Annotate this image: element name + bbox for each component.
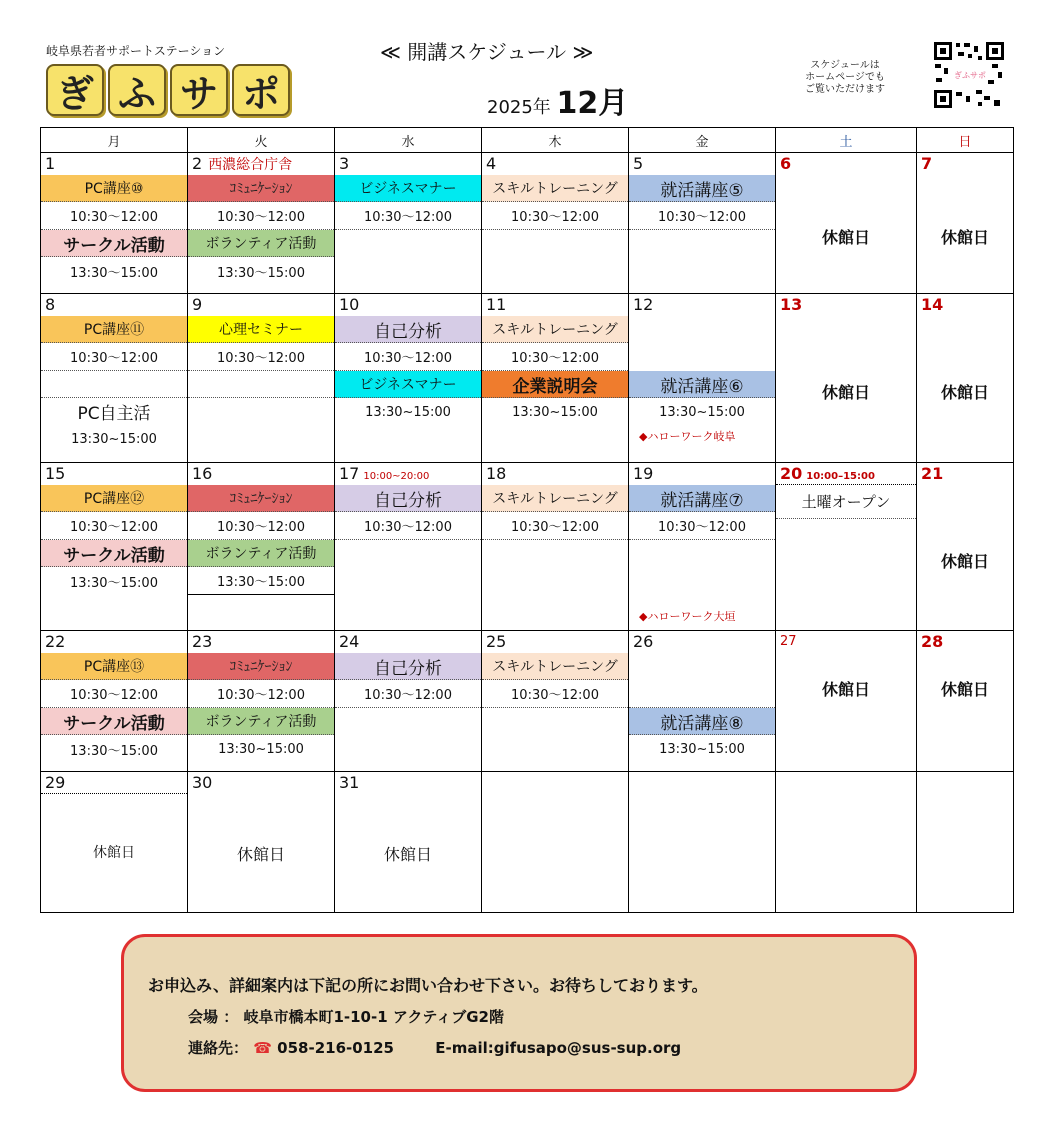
weekday-sat: 土 (776, 128, 917, 153)
event-time: 13:30~15:00 (71, 431, 157, 447)
event-job-course: 就活講座⑥ (629, 371, 775, 398)
day-note: 10:00~20:00 (363, 471, 430, 482)
day-cell (335, 772, 482, 913)
event-volunteer: ボランティア活動 (188, 540, 334, 567)
week-row (41, 772, 1014, 913)
day-number: 22 (45, 632, 66, 651)
logo-char: サ (170, 64, 228, 116)
event-skill-training: スキルトレーニング (482, 175, 628, 202)
day-cell (335, 463, 482, 631)
weekday-mon: 月 (41, 128, 188, 153)
month-label: 12月 (556, 86, 629, 121)
logo-char: ぎ (46, 64, 104, 116)
event-time: 10:30～12:00 (188, 202, 334, 230)
day-number: 9 (192, 295, 203, 314)
event-communication: ｺﾐｭﾆｹｰｼｮﾝ (188, 485, 334, 512)
closed-label: 休館日 (940, 680, 989, 699)
event-business-manner: ビジネスマナー (335, 175, 481, 202)
event-time: 10:30～12:00 (482, 343, 628, 371)
day-number-text: 20 (780, 464, 803, 483)
day-number-text: 17 (339, 464, 360, 483)
event-circle: サークル活動 (41, 708, 187, 735)
day-number: 21 (921, 464, 944, 483)
hp-note-line: ホームページでも (805, 72, 885, 83)
gifusapo-logo (46, 64, 290, 116)
day-cell (776, 631, 917, 772)
event-pc-course: PC講座⑫ (41, 485, 187, 512)
event-company-briefing: 企業説明会 (482, 371, 628, 398)
contact-info-box (121, 934, 917, 1092)
event-pc-course: PC講座⑪ (41, 316, 187, 343)
inquiry-text: お申込み、詳細案内は下記の所にお問い合わせ下さい。お待ちしております。 (148, 976, 708, 995)
day-cell (41, 463, 188, 631)
event-business-manner: ビジネスマナー (335, 371, 481, 398)
day-number: 29 (41, 772, 187, 794)
event-communication: ｺﾐｭﾆｹｰｼｮﾝ (188, 175, 334, 202)
event-time: 10:30～12:00 (335, 343, 481, 371)
day-number: 14 (921, 295, 944, 314)
event-time: 13:30~15:00 (365, 404, 451, 420)
day-number: 23 (192, 632, 213, 651)
day-cell (629, 153, 776, 294)
event-saturday-open: 土曜オープン (776, 485, 916, 519)
event-job-course: 就活講座⑤ (629, 175, 775, 202)
day-number: 16 (192, 464, 213, 483)
day-cell (629, 463, 776, 631)
day-cell (41, 294, 188, 463)
blank-slot (629, 680, 775, 708)
day-cell (917, 463, 1014, 631)
event-time: 10:30～12:00 (629, 512, 775, 540)
event-pc-course: PC講座⑬ (41, 653, 187, 680)
day-cell (335, 153, 482, 294)
closed-label: 休館日 (236, 845, 285, 864)
event-time: 13:30~15:00 (218, 741, 304, 757)
day-number: 4 (486, 154, 497, 173)
event-skill-training: スキルトレーニング (482, 653, 628, 680)
email-address[interactable]: E-mail:gifusapo@sus-sup.org (435, 1039, 682, 1057)
event-volunteer: ボランティア活動 (188, 230, 334, 257)
day-cell (335, 294, 482, 463)
event-time: 10:30～12:00 (482, 202, 628, 230)
blank-slot (41, 371, 187, 398)
event-psychology-seminar: 心理セミナー (188, 316, 334, 343)
closed-label: 休館日 (383, 845, 432, 864)
event-time: 10:30～12:00 (188, 343, 334, 371)
homepage-note (790, 60, 900, 96)
day-number-text: 2 (192, 154, 203, 173)
day-cell-empty (482, 772, 629, 913)
event-pc-course: PC講座⑩ (41, 175, 187, 202)
closed-label: 休館日 (940, 383, 989, 402)
event-time: 10:30～12:00 (41, 343, 187, 371)
week-row (41, 631, 1014, 772)
day-cell-empty (776, 772, 917, 913)
logo-char: ポ (232, 64, 290, 116)
weekday-wed: 水 (335, 128, 482, 153)
event-time: 10:30～12:00 (335, 680, 481, 708)
hp-note-line: ご覧いただけます (805, 84, 885, 95)
day-cell (482, 463, 629, 631)
event-skill-training: スキルトレーニング (482, 316, 628, 343)
contact-label: 連絡先： (188, 1039, 249, 1057)
day-cell-empty (917, 772, 1014, 913)
closed-label: 休館日 (821, 228, 870, 247)
day-number: 27 (780, 634, 797, 649)
day-number: 11 (486, 295, 507, 314)
event-time: 10:30～12:00 (188, 680, 334, 708)
event-time: 13:30～15:00 (70, 743, 158, 759)
event-time: 10:30～12:00 (41, 680, 187, 708)
weekday-sun: 日 (917, 128, 1014, 153)
blank-slot (629, 343, 775, 371)
event-time: 10:30～12:00 (41, 512, 187, 540)
day-number (335, 463, 481, 485)
phone-icon: ☎ (253, 1039, 272, 1057)
day-number: 19 (633, 464, 654, 483)
week-row (41, 153, 1014, 294)
schedule-calendar (40, 127, 1014, 913)
day-number: 18 (486, 464, 507, 483)
org-name: 岐阜県若者サポートステーション (46, 44, 226, 58)
event-communication: ｺﾐｭﾆｹｰｼｮﾝ (188, 653, 334, 680)
event-job-course: 就活講座⑦ (629, 485, 775, 512)
day-number: 12 (633, 295, 654, 314)
week-row (41, 463, 1014, 631)
closed-label: 休館日 (940, 228, 989, 247)
day-cell (188, 772, 335, 913)
day-number (188, 153, 334, 175)
day-cell (917, 631, 1014, 772)
day-cell (41, 772, 188, 913)
event-job-course: 就活講座⑧ (629, 708, 775, 735)
day-cell (776, 463, 917, 631)
day-cell (482, 153, 629, 294)
day-cell (188, 153, 335, 294)
event-pc-self-study: PC自主活 (77, 404, 151, 424)
closed-label: 休館日 (821, 680, 870, 699)
blank-slot (188, 371, 334, 398)
event-time: 10:30～12:00 (335, 202, 481, 230)
day-number: 28 (921, 632, 944, 651)
logo-char: ふ (108, 64, 166, 116)
day-cell (917, 153, 1014, 294)
event-time: 10:30～12:00 (41, 202, 187, 230)
hellowork-gifu-label: ◆ハローワーク岐阜 (639, 430, 736, 443)
event-time: 13:30~15:00 (659, 741, 745, 757)
day-number: 5 (633, 154, 644, 173)
blank-slot (629, 653, 775, 680)
day-number: 7 (921, 154, 933, 173)
schedule-title: ≪ 開講スケジュール ≫ (380, 40, 594, 64)
qr-code-icon[interactable] (932, 40, 1006, 110)
event-circle: サークル活動 (41, 230, 187, 257)
day-note: 10:00–15:00 (806, 471, 875, 482)
day-cell (188, 463, 335, 631)
day-number: 10 (339, 295, 360, 314)
hp-note-line: スケジュールは (810, 60, 880, 71)
day-number: 31 (339, 773, 360, 792)
event-self-analysis: 自己分析 (335, 316, 481, 343)
day-cell (776, 294, 917, 463)
event-time: 10:30～12:00 (482, 680, 628, 708)
event-skill-training: スキルトレーニング (482, 485, 628, 512)
event-time: 13:30～15:00 (70, 575, 158, 591)
day-number: 1 (45, 154, 56, 173)
day-number: 25 (486, 632, 507, 651)
day-cell (629, 631, 776, 772)
year-month (487, 78, 628, 122)
day-cell (188, 631, 335, 772)
day-number: 24 (339, 632, 360, 651)
closed-label: 休館日 (93, 845, 135, 861)
event-self-analysis: 自己分析 (335, 485, 481, 512)
day-cell (776, 153, 917, 294)
day-cell (629, 294, 776, 463)
week-row (41, 294, 1014, 463)
day-number: 6 (780, 154, 792, 173)
event-time: 13:30～15:00 (70, 265, 158, 281)
weekday-thu: 木 (482, 128, 629, 153)
event-self-analysis: 自己分析 (335, 653, 481, 680)
event-time: 10:30～12:00 (335, 512, 481, 540)
day-cell-empty (629, 772, 776, 913)
year-label: 2025年 (487, 97, 551, 118)
day-cell (188, 294, 335, 463)
day-cell (917, 294, 1014, 463)
day-number: 15 (45, 464, 66, 483)
event-time: 13:30～15:00 (217, 265, 305, 281)
day-number: 3 (339, 154, 350, 173)
day-cell (41, 631, 188, 772)
weekday-header-row (41, 128, 1014, 153)
event-volunteer: ボランティア活動 (188, 708, 334, 735)
day-number: 26 (633, 632, 654, 651)
contact-line (148, 1037, 914, 1058)
blank-slot (629, 316, 775, 343)
closed-label: 休館日 (821, 383, 870, 402)
day-cell (482, 631, 629, 772)
day-cell (41, 153, 188, 294)
event-circle: サークル活動 (41, 540, 187, 567)
qr-label: ぎふサポ (954, 71, 986, 80)
event-time: 10:30～12:00 (188, 512, 334, 540)
day-number: 30 (192, 773, 213, 792)
day-number: 8 (45, 295, 56, 314)
event-time: 10:30～12:00 (629, 202, 775, 230)
venue-text: 会場 ： 岐阜市橋本町1-10-1 アクティブG2階 (188, 1008, 504, 1026)
closed-label: 休館日 (940, 552, 989, 571)
weekday-tue: 火 (188, 128, 335, 153)
day-number (776, 463, 916, 485)
day-note: 西濃総合庁舎 (208, 157, 293, 173)
phone-number[interactable]: 058-216-0125 (277, 1039, 394, 1057)
event-time: 10:30～12:00 (482, 512, 628, 540)
hellowork-ogaki-label: ◆ハローワーク大垣 (639, 610, 736, 623)
day-cell (335, 631, 482, 772)
event-time: 13:30～15:00 (188, 567, 334, 595)
event-time: 13:30~15:00 (659, 404, 745, 420)
weekday-fri: 金 (629, 128, 776, 153)
event-time: 13:30~15:00 (512, 404, 598, 420)
day-number: 13 (780, 295, 803, 314)
day-cell (482, 294, 629, 463)
